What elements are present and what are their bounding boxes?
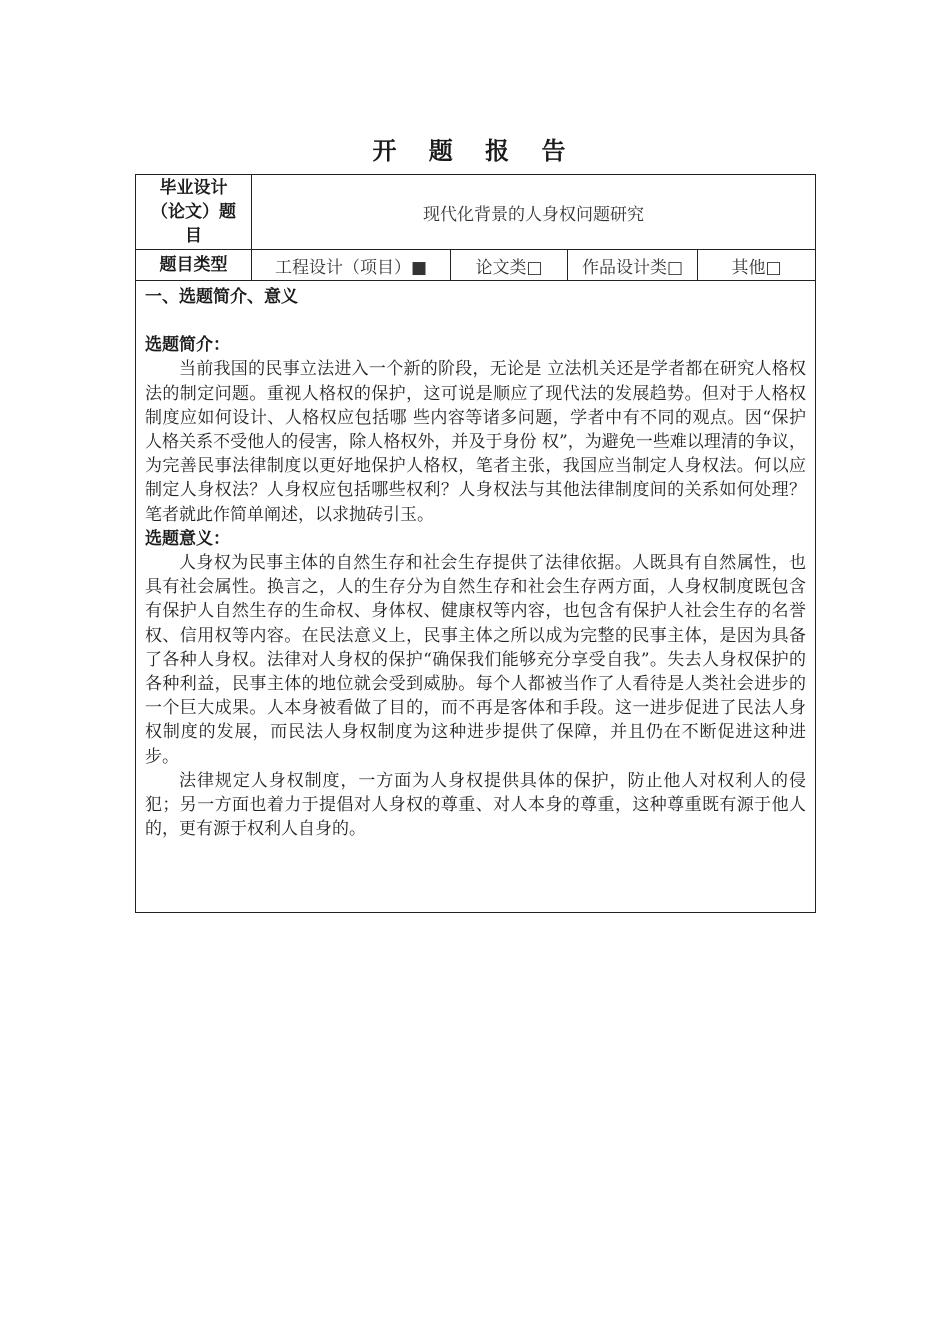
content-cell: [136, 281, 816, 913]
topic-label: 毕业设计（论文）题目: [136, 175, 252, 250]
intro-paragraph: 当前我国的民事立法进入一个新的阶段，无论是 立法机关还是学者都在研究人格权法的制定问题。重视人格权的保护，这可说是顺应了现代法的发展趋势。但对于人格权制度应如何设计、人格权应包括哪 些内容等诸多问题，学者中有不同的观点。因“保护 人格关系不受他人的侵害，除人格权外，并及于身份 权”，为避免一些难以理清的争议，为完善民事法律制度以更好地保护人格权，笔者主张，我国应当制定人身权法。何以应制定人身权法？人身权应包括哪些权利？人身权法与其他法律制度间的关系如何处理？笔者就此作简单阐述，以求抛砖引玉。: [145, 359, 806, 525]
type-row: [136, 250, 816, 281]
report-table: [135, 174, 816, 913]
section-heading: 一、选题简介、意义: [145, 287, 298, 307]
document-title: 开 题 报 告: [372, 136, 578, 165]
type-option-thesis[interactable]: 论文类□: [451, 250, 568, 281]
significance-heading: 选题意义：: [145, 528, 230, 549]
type-option-engineering[interactable]: 工程设计（项目）■: [252, 250, 451, 281]
type-option-other[interactable]: 其他□: [698, 250, 816, 281]
topic-row: [136, 175, 816, 250]
topic-value: 现代化背景的人身权问题研究: [252, 175, 816, 250]
type-label: 题目类型: [136, 250, 252, 281]
type-option-work-design[interactable]: 作品设计类□: [568, 250, 698, 281]
significance-paragraph-2: 法律规定人身权制度，一方面为人身权提供具体的保护，防止他人对权利人的侵犯；另一方面也着力于提倡对人身权的尊重、对人本身的尊重，这种尊重既有源于他人的，更有源于权利人自身的。: [145, 770, 806, 840]
content-row: [136, 281, 816, 913]
significance-paragraph-1: 人身权为民事主体的自然生存和社会生存提供了法律依据。人既具有自然属性，也具有社会属性。换言之，人的生存分为自然生存和社会生存两方面，人身权制度既包含有保护人自然生存的生命权、身体权、健康权等内容，也包含有保护人社会生存的名誉权、信用权等内容。在民法意义上，民事主体之所以成为完整的民事主体，是因为具备了各种人身权。法律对人身权的保护“确保我们能够充分享受自我”。失去人身权保护的各种利益，民事主体的地位就会受到威胁。每个人都被当作了人看待是人类社会进步的一个巨大成果。人本身被看做了目的，而不再是客体和手段。这一进步促进了民法人身权制度的发展，而民法人身权制度为这种进步提供了保障，并且仍在不断促进这种进步。: [145, 553, 806, 767]
intro-heading: 选题简介：: [145, 335, 230, 356]
spacer: [145, 309, 806, 333]
